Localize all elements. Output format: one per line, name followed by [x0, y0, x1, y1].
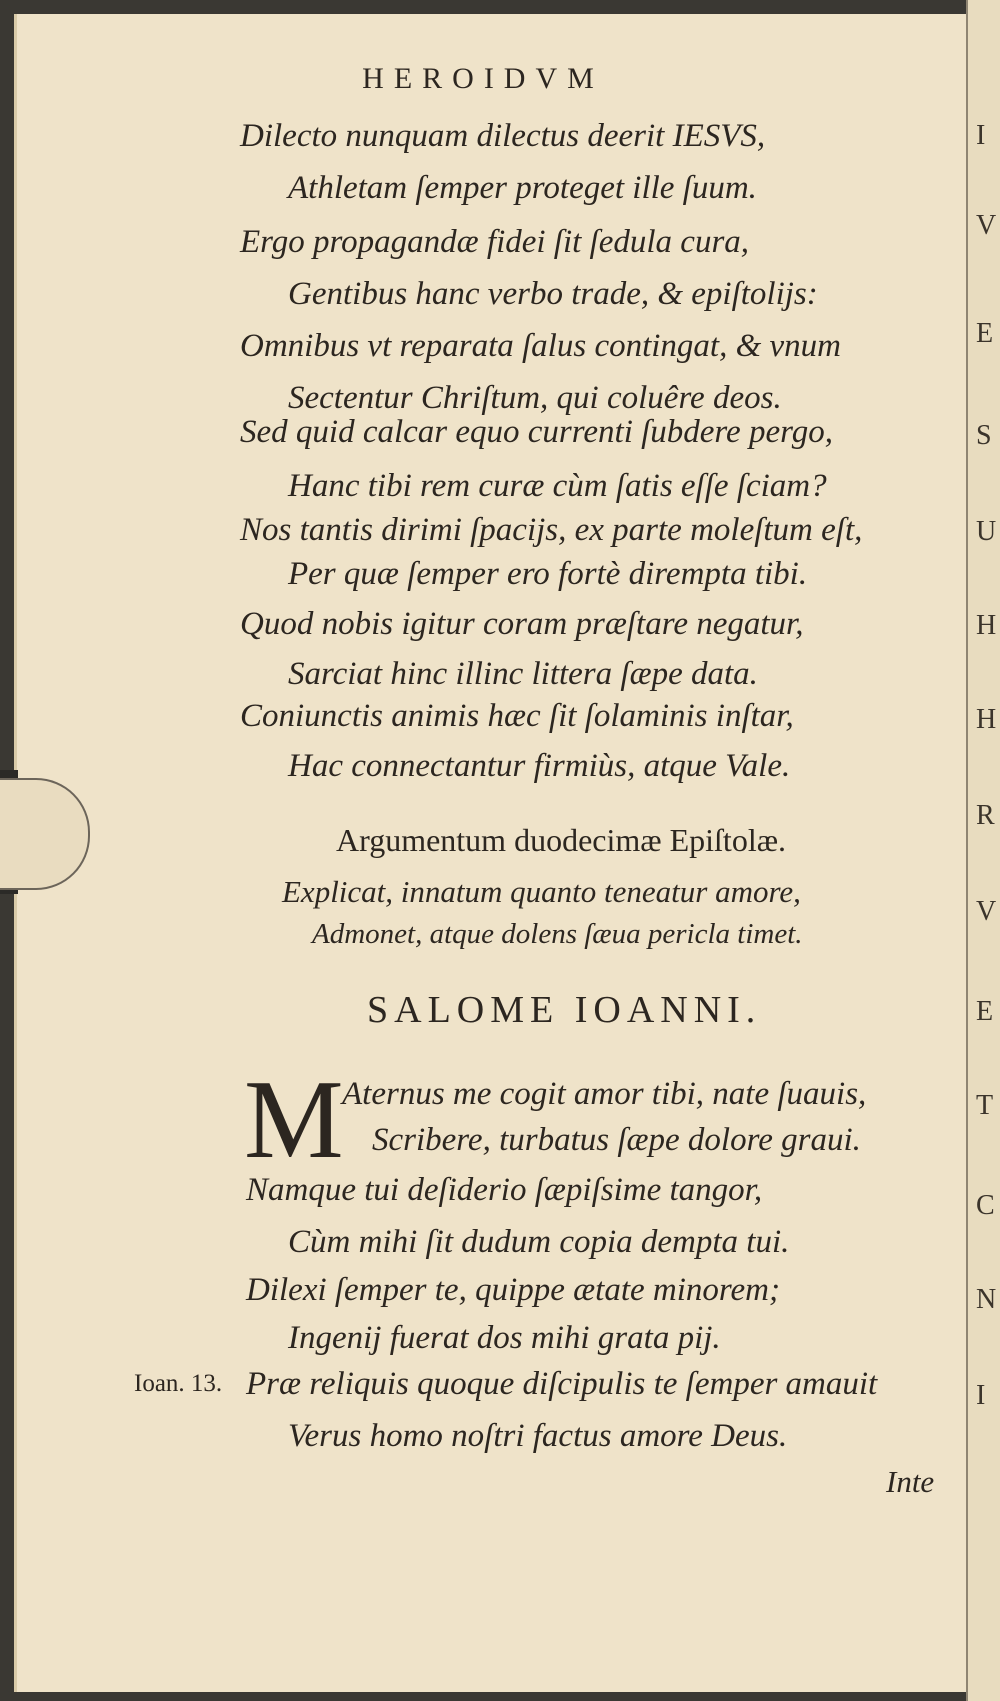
epistle-heading: SALOME IOANNI.	[367, 989, 762, 1031]
verse-bottom-2: Scribere, turbatus ſæpe dolore graui.	[372, 1122, 861, 1158]
verse-top-13: Coniunctis animis hæc ſit ſolaminis inſtar,	[240, 698, 794, 734]
verse-top-14: Hac connectantur firmiùs, atque Vale.	[288, 748, 791, 784]
argument-title: Argumentum duodecimæ Epiſtolæ.	[336, 822, 787, 858]
verse-top-2: Athletam ſemper proteget ille ſuum.	[288, 170, 757, 206]
facing-page-edge	[966, 0, 1000, 1701]
verse-top-5: Omnibus vt reparata ſalus contingat, & vnum	[240, 328, 841, 364]
verse-bottom-6: Ingenij fuerat dos mihi grata pij.	[288, 1320, 721, 1356]
edge-letter: E	[976, 318, 994, 349]
verse-bottom-5: Dilexi ſemper te, quippe ætate minorem;	[246, 1272, 780, 1308]
verse-bottom-3: Namque tui deſiderio ſæpiſsime tangor,	[246, 1172, 763, 1208]
edge-letter: U	[976, 516, 997, 547]
verse-bottom-7: Præ reliquis quoque diſcipulis te ſemper amauit	[246, 1366, 878, 1402]
verse-top-7: Sed quid calcar equo currenti ſubdere pergo,	[240, 414, 833, 450]
running-header: HEROIDVM	[362, 62, 604, 95]
drop-capital: M	[244, 1058, 344, 1182]
catchword: Inte	[886, 1464, 935, 1499]
argument-line-2: Admonet, atque dolens ſæua pericla timet.	[312, 918, 803, 950]
verse-top-12: Sarciat hinc illinc littera ſæpe data.	[288, 656, 758, 692]
edge-letter: I	[976, 120, 986, 151]
verse-top-1: Dilecto nunquam dilectus deerit IESVS,	[240, 118, 766, 154]
verse-top-11: Quod nobis igitur coram præſtare negatur,	[240, 606, 804, 642]
verse-bottom-4: Cùm mihi ſit dudum copia dempta tui.	[288, 1224, 790, 1260]
verse-top-3: Ergo propagandæ fidei ſit ſedula cura,	[240, 224, 750, 260]
margin-note: Ioan. 13.	[134, 1370, 223, 1397]
edge-letter: N	[976, 1284, 997, 1315]
verse-bottom-8: Verus homo noſtri factus amore Deus.	[288, 1418, 788, 1454]
verse-top-6: Sectentur Chriſtum, qui coluêre deos.	[288, 380, 782, 416]
edge-letter: H	[976, 610, 997, 641]
edge-letter: C	[976, 1190, 995, 1221]
verse-top-10: Per quæ ſemper ero fortè dirempta tibi.	[288, 556, 808, 592]
verse-top-8: Hanc tibi rem curæ cùm ſatis eſſe ſciam?	[288, 468, 827, 504]
edge-letter: H	[976, 704, 997, 735]
verse-top-4: Gentibus hanc verbo trade, & epiſtolijs:	[288, 276, 818, 312]
edge-letter: R	[976, 800, 995, 831]
edge-letter: S	[976, 420, 992, 451]
edge-letter: T	[976, 1090, 994, 1121]
edge-letter: E	[976, 996, 994, 1027]
edge-letter: I	[976, 1380, 986, 1411]
edge-letter: V	[976, 210, 997, 241]
verse-top-9: Nos tantis dirimi ſpacijs, ex parte moleſtum eſt,	[240, 512, 863, 548]
argument-line-1: Explicat, innatum quanto teneatur amore,	[282, 874, 801, 909]
edge-letter: V	[976, 896, 997, 927]
verse-bottom-1: Aternus me cogit amor tibi, nate ſuauis,	[342, 1076, 867, 1112]
